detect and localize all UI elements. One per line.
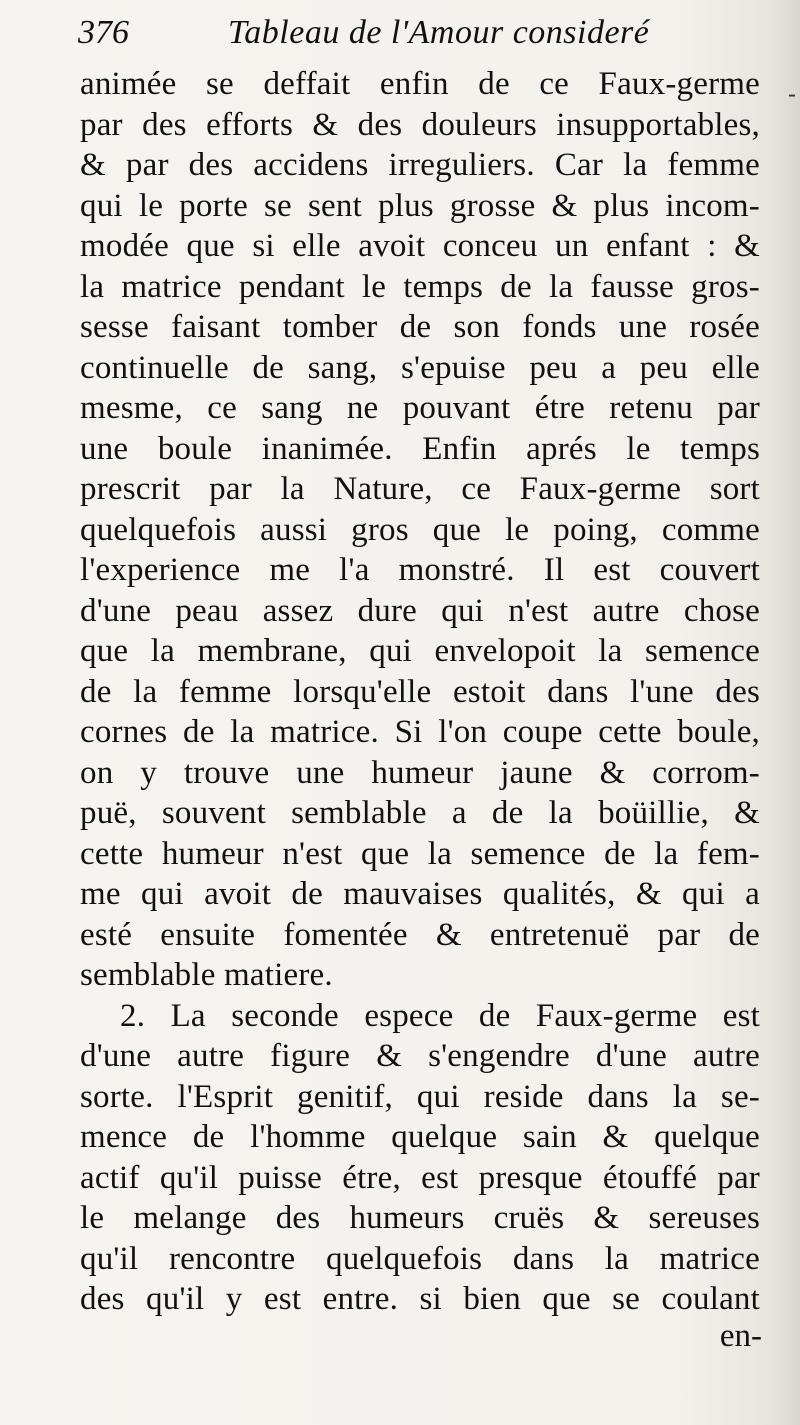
text-line: cornes de la matrice. Si l'on coupe cette boule, — [80, 714, 760, 750]
text-line: qu'il rencontre quelquefois dans la matrice — [80, 1240, 760, 1277]
catchword: en- — [719, 1318, 762, 1354]
text-line: de la femme lorsqu'elle estoit dans l'une des — [80, 673, 760, 710]
text-line: quelquefois aussi gros que le poing, comme — [80, 511, 760, 548]
text-line: me qui avoit de mauvaises qualités, & qui a — [80, 876, 760, 912]
text-line: actif qu'il puisse étre, est presque étouffé par — [80, 1159, 760, 1196]
text-line: modée que si elle avoit conceu un enfant : & — [80, 228, 760, 264]
text-line: qui le porte se sent plus grosse & plus incom- — [80, 187, 760, 224]
page-number: 376 — [78, 14, 129, 51]
text-line: esté ensuite fomentée & entretenuë par de — [80, 916, 760, 953]
text-line: on y trouve une humeur jaune & corrom- — [80, 754, 760, 791]
text-line: semblable matiere. — [80, 957, 333, 993]
body-text — [80, 64, 760, 1320]
text-line: mence de l'homme quelque sain & quelque — [80, 1119, 760, 1155]
running-head: Tableau de l'Amour consideré — [228, 14, 650, 51]
text-line: & par des accidens irreguliers. Car la femme — [80, 147, 760, 183]
page-header — [78, 14, 778, 64]
text-line: cette humeur n'est que la semence de la fem- — [80, 835, 760, 872]
text-line: continuelle de sang, s'epuise peu a peu elle — [80, 349, 760, 386]
text-line: d'une autre figure & s'engendre d'une autre — [80, 1038, 760, 1074]
text-line: sesse faisant tomber de son fonds une rosée — [80, 309, 760, 345]
text-line: que la membrane, qui envelopoit la semence — [80, 633, 760, 669]
text-line: prescrit par la Nature, ce Faux-germe sort — [80, 471, 760, 507]
text-line: animée se deffait enfin de ce Faux-germe — [80, 66, 760, 102]
text-line: par des efforts & des douleurs insupportables, — [80, 106, 760, 143]
text-line: une boule inanimée. Enfin aprés le temps — [80, 430, 760, 467]
paragraph-start-line: 2. La seconde espece de Faux-germe est — [120, 997, 760, 1034]
text-line: l'experience me l'a monstré. Il est couvert — [80, 552, 760, 588]
text-line: d'une peau assez dure qui n'est autre chose — [80, 592, 760, 629]
text-line: puë, souvent semblable a de la boüillie, & — [80, 795, 760, 831]
text-line: des qu'il y est entre. si bien que se coulant — [80, 1281, 760, 1317]
text-line: mesme, ce sang ne pouvant étre retenu par — [80, 390, 760, 426]
margin-mark: - — [787, 80, 796, 108]
text-line: sorte. l'Esprit genitif, qui reside dans la se- — [80, 1078, 760, 1115]
text-line: le melange des humeurs cruës & sereuses — [80, 1200, 760, 1236]
text-line: la matrice pendant le temps de la fausse gros- — [80, 268, 760, 305]
